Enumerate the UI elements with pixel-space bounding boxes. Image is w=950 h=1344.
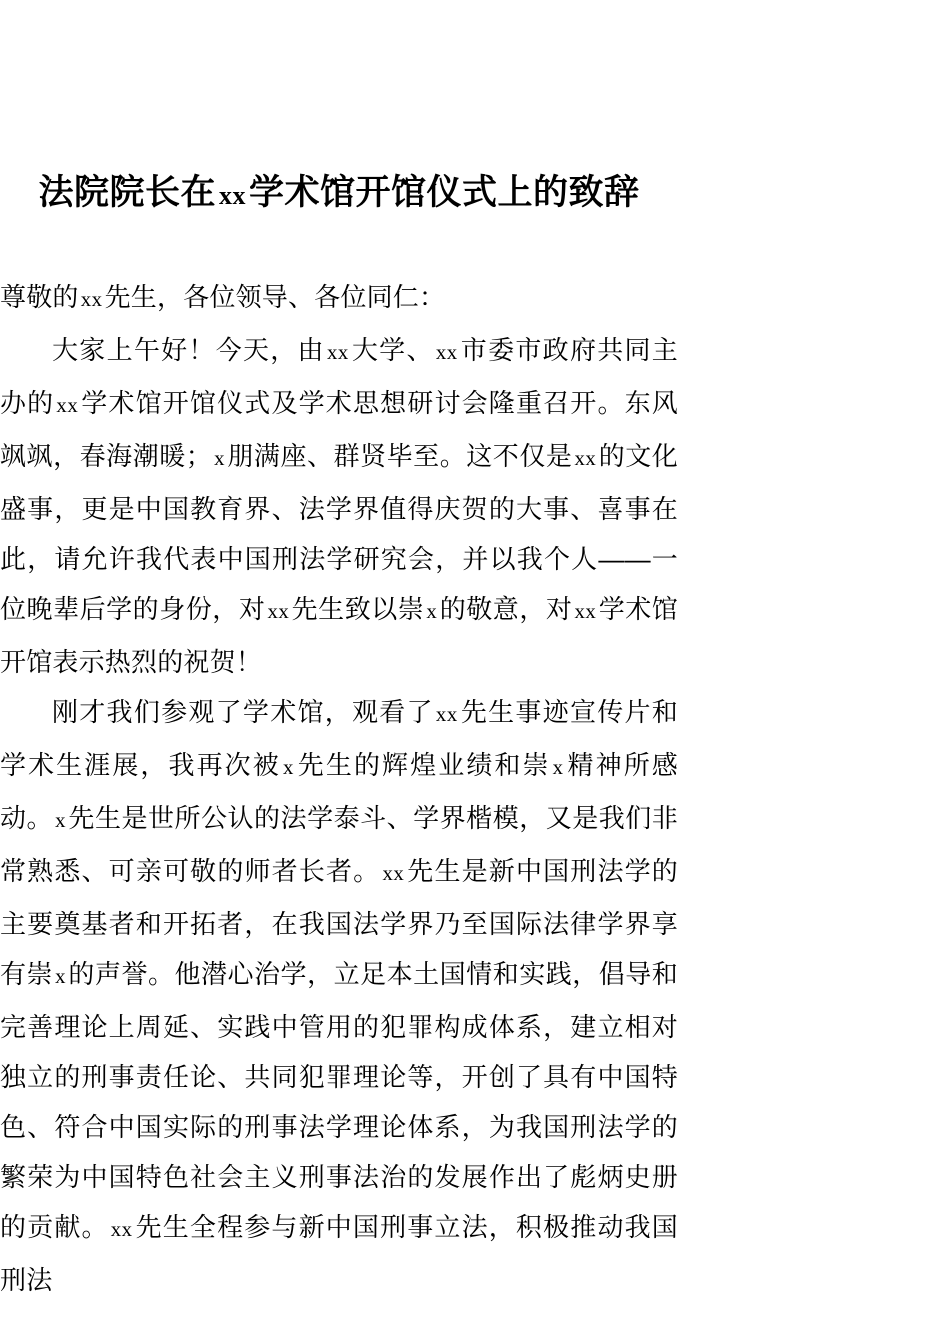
latin-run: xx [110,1218,133,1241]
latin-run: xx [56,394,79,417]
latin-run: xx [219,181,246,210]
salutation-line: 尊敬的xx先生，各位领导、各位同仁： [0,282,446,312]
latin-run: xx [574,447,597,470]
latin-run: x [552,756,564,779]
document-body [0,272,678,1305]
latin-run: x [214,447,225,470]
latin-run: xx [80,288,103,311]
paragraph-1: 大家上午好！今天，由xx大学、xx市委市政府共同主办的xx学术馆开馆仪式及学术思想研讨会隆重召开。东风飒飒，春海潮暖；x朋满座、群贤毕至。这不仅是xx的文化盛事，更是中国教育界、法学界值得庆贺的大事、喜事在此，请允许我代表中国刑法学研究会，并以我个人——一位晚辈后学的身份，对xx先生致以崇x的敬意，对xx学术馆开馆表示热烈的祝贺！ [0,335,678,677]
latin-run: xx [382,862,405,885]
paragraph-2: 刚才我们参观了学术馆，观看了xx先生事迹宣传片和学术生涯展，我再次被x先生的辉煌业绩和崇x精神所感动。x先生是世所公认的法学泰斗、学界楷模，又是我们非常熟悉、可亲可敬的师者长者。xx先生是新中国刑法学的主要奠基者和开拓者，在我国法学界乃至国际法律学界享有崇x的声誉。他潜心治学，立足本土国情和实践，倡导和完善理论上周延、实践中管用的犯罪构成体系，建立相对独立的刑事责任论、共同犯罪理论等，开创了具有中国特色、符合中国实际的刑事法学理论体系，为我国刑法学的繁荣为中国特色社会主义刑事法治的发展作出了彪炳史册的贡献。xx先生全程参与新中国刑事立法，积极推动我国刑法 [0,697,678,1295]
latin-run: x [55,809,67,832]
latin-run: xx [435,341,458,364]
latin-run: xx [435,703,458,726]
latin-run: x [282,756,294,779]
latin-run: xx [326,341,349,364]
latin-run: xx [574,600,597,623]
latin-run: xx [267,600,290,623]
latin-run: x [426,600,438,623]
latin-run: x [55,965,67,988]
page-title: 法院院长在 xx学术馆开馆仪式上的致辞 [38,173,640,212]
